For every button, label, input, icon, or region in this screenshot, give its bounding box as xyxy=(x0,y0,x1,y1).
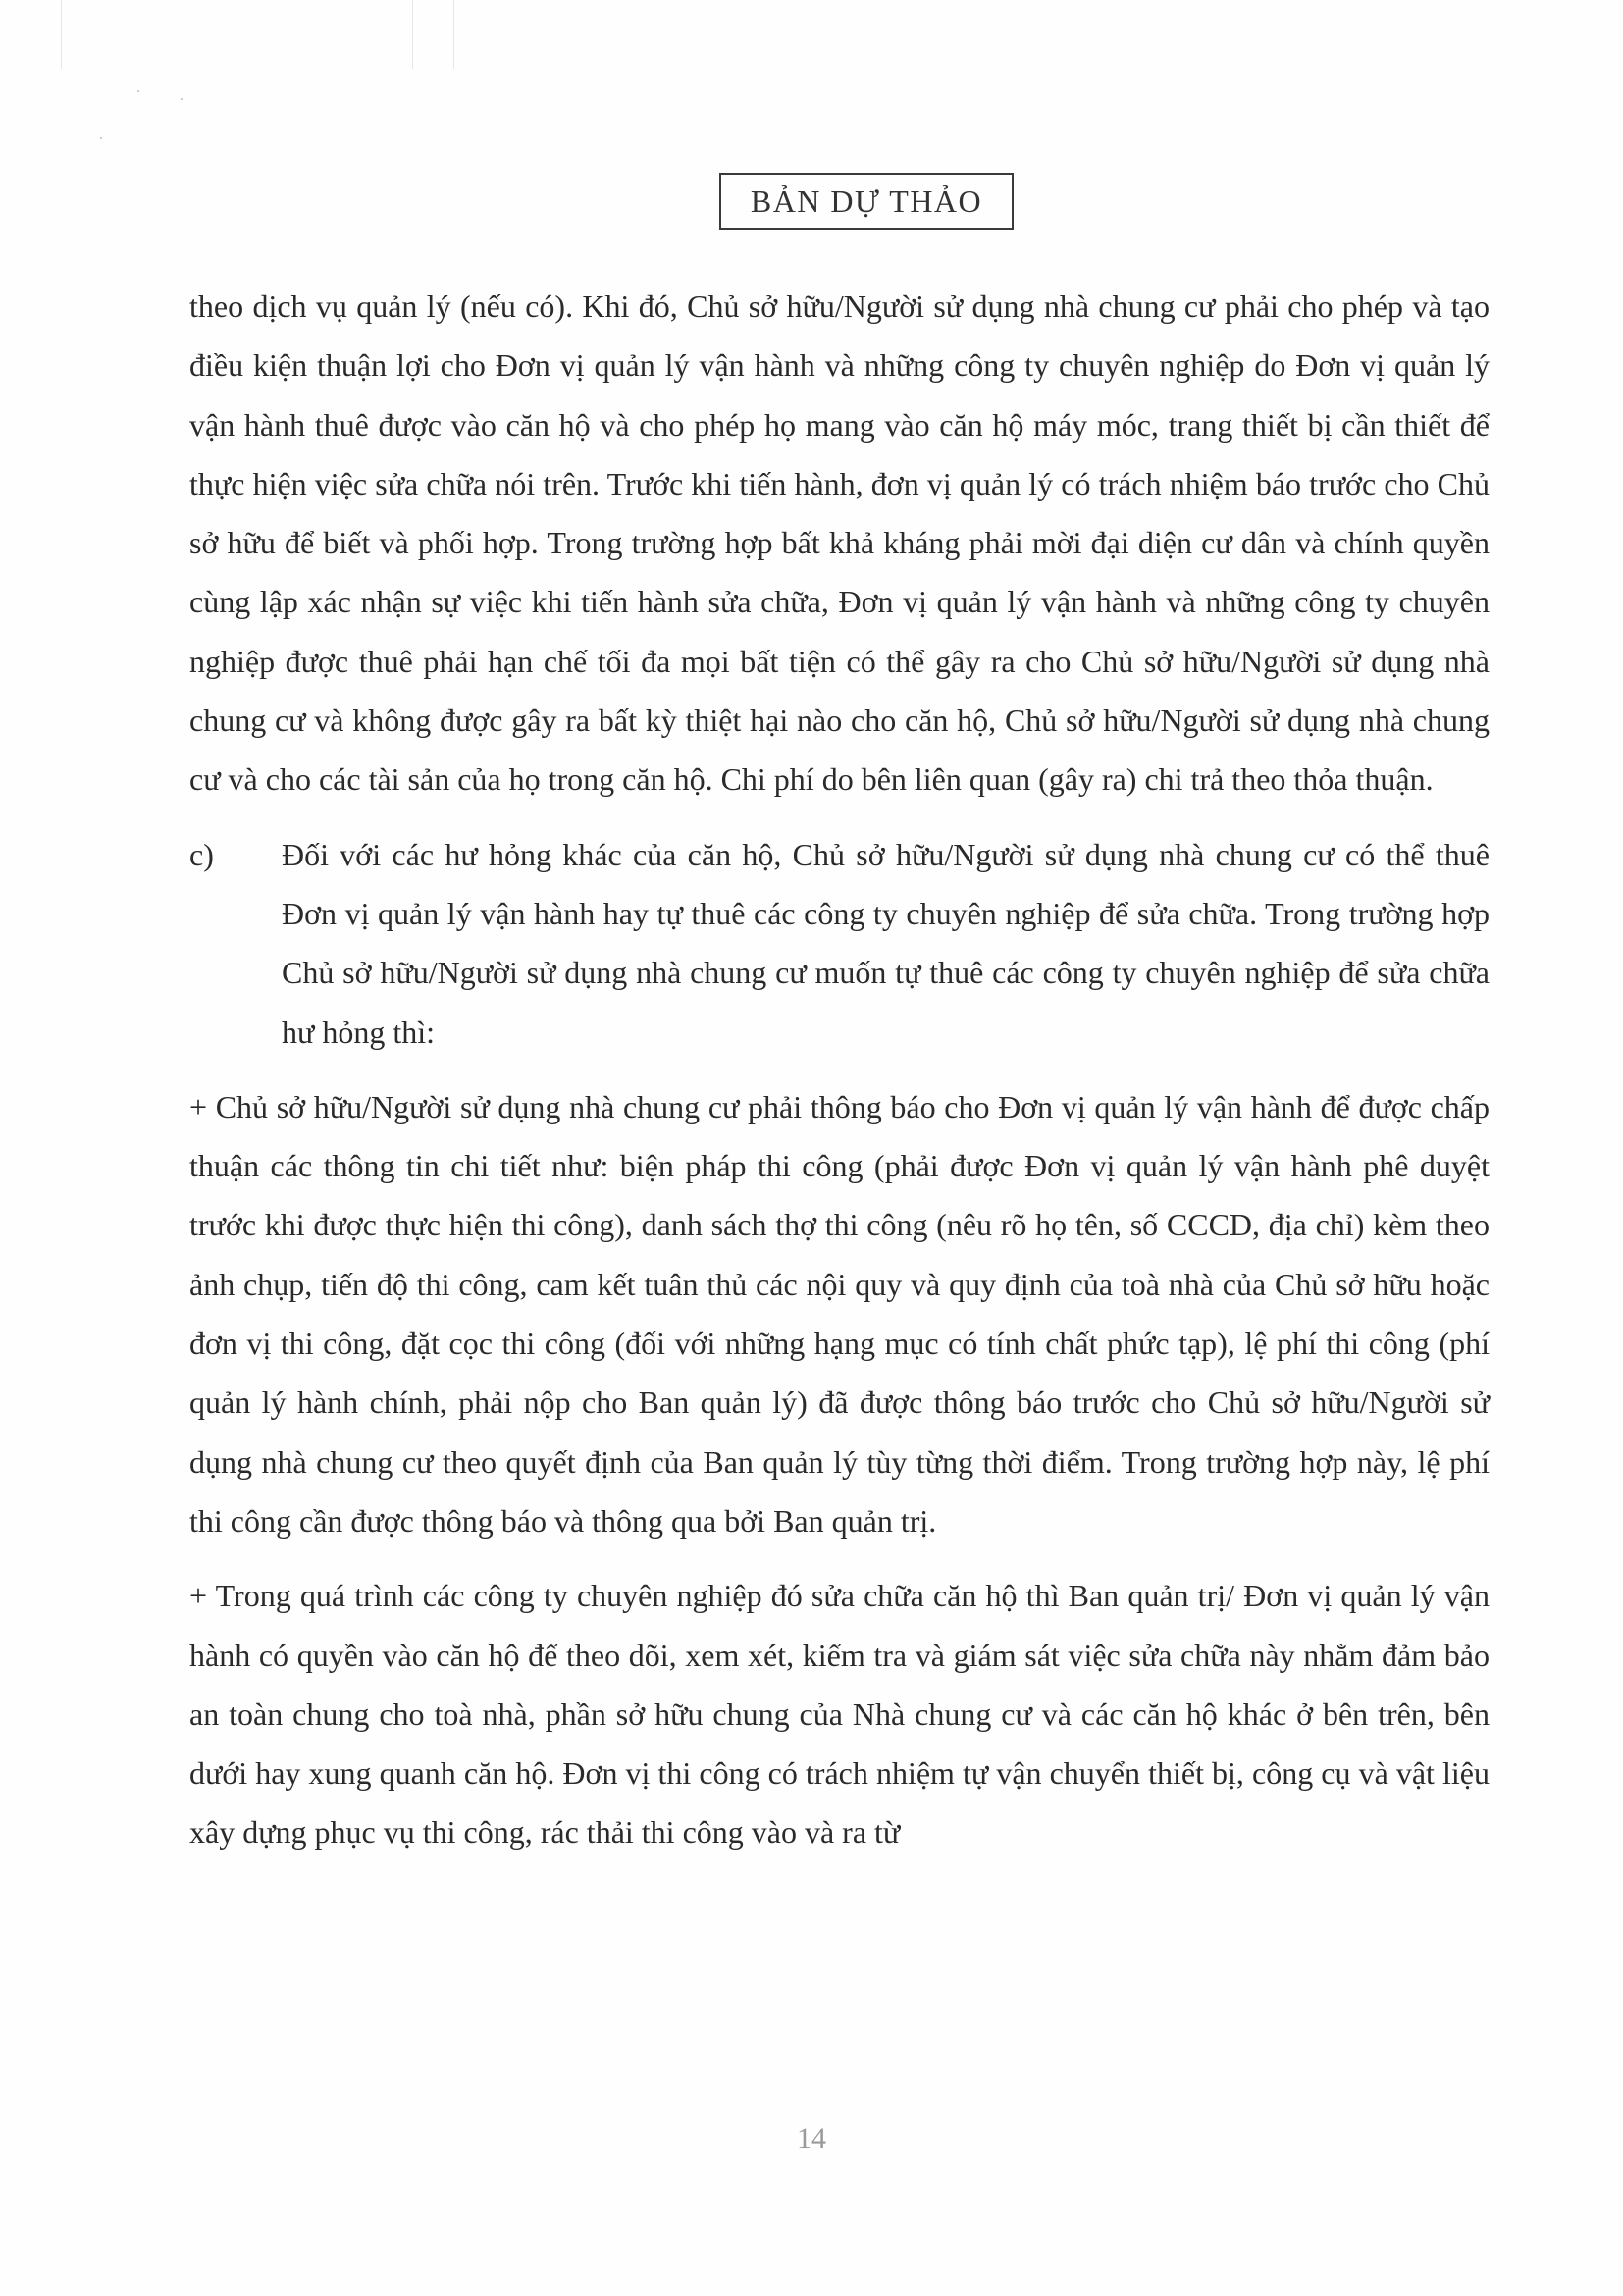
paragraph-item-c xyxy=(189,825,1490,1062)
paragraph-text: + Chủ sở hữu/Người sử dụng nhà chung cư phải thông báo cho Đơn vị quản lý vận hành để được chấp thuận các thông tin chi tiết như: biện pháp thi công (phải được Đơn vị quản lý vận hành phê duyệt trước khi được thực hiện thi công), danh sách thợ thi công (nêu rõ họ tên, số CCCD, địa chỉ) kèm theo ảnh chụp, tiến độ thi công, cam kết tuân thủ các nội quy và quy định của toà nhà của Chủ sở hữu hoặc đơn vị thi công, đặt cọc thi công (đối với những hạng mục có tính chất phức tạp), lệ phí thi công (phí quản lý hành chính, phải nộp cho Ban quản lý) đã được thông báo trước cho Chủ sở hữu/Người sử dụng nhà chung cư theo quyết định của Ban quản lý tùy từng thời điểm. Trong trường hợp này, lệ phí thi công cần được thông báo và thông qua bởi Ban quản trị. xyxy=(189,1088,1490,1539)
scan-border-line xyxy=(412,0,413,69)
draft-label: BẢN DỰ THẢO xyxy=(750,183,983,219)
scan-border-line xyxy=(453,0,454,69)
scan-speck xyxy=(137,90,139,92)
draft-stamp-box xyxy=(719,173,1014,230)
page-number: 14 xyxy=(797,2122,826,2155)
scan-speck xyxy=(181,98,183,100)
scan-speck xyxy=(100,137,102,139)
paragraph-intro xyxy=(189,277,1490,809)
paragraph-supervision xyxy=(189,1566,1490,1861)
paragraph-notify xyxy=(189,1077,1490,1550)
paragraph-text: + Trong quá trình các công ty chuyên nghiệp đó sửa chữa căn hộ thì Ban quản trị/ Đơn vị quản lý vận hành có quyền vào căn hộ để theo dõi, xem xét, kiểm tra và giám sát việc sửa chữa này nhằm đảm bảo an toàn chung cho toà nhà, phần sở hữu chung của Nhà chung cư và các căn hộ khác ở bên trên, bên dưới hay xung quanh căn hộ. Đơn vị thi công có trách nhiệm tự vận chuyển thiết bị, công cụ và vật liệu xây dựng phục vụ thi công, rác thải thi công vào và ra từ xyxy=(189,1578,1490,1851)
scan-border-line xyxy=(61,0,62,69)
paragraph-text: theo dịch vụ quản lý (nếu có). Khi đó, Chủ sở hữu/Người sử dụng nhà chung cư phải cho phép và tạo điều kiện thuận lợi cho Đơn vị quản lý vận hành và những công ty chuyên nghiệp do Đơn vị quản lý vận hành thuê được vào căn hộ và cho phép họ mang vào căn hộ máy móc, trang thiết bị cần thiết để thực hiện việc sửa chữa nói trên. Trước khi tiến hành, đơn vị quản lý có trách nhiệm báo trước cho Chủ sở hữu để biết và phối hợp. Trong trường hợp bất khả kháng phải mời đại diện cư dân và chính quyền cùng lập xác nhận sự việc khi tiến hành sửa chữa, Đơn vị quản lý vận hành và những công ty chuyên nghiệp được thuê phải hạn chế tối đa mọi bất tiện có thể gây ra cho Chủ sở hữu/Người sử dụng nhà chung cư và không được gây ra bất kỳ thiệt hại nào cho căn hộ, Chủ sở hữu/Người sử dụng nhà chung cư và cho các tài sản của họ trong căn hộ. Chi phí do bên liên quan (gây ra) chi trả theo thỏa thuận. xyxy=(189,288,1490,798)
document-body xyxy=(189,277,1490,1878)
paragraph-text: Đối với các hư hỏng khác của căn hộ, Chủ sở hữu/Người sử dụng nhà chung cư có thể thuê Đơn vị quản lý vận hành hay tự thuê các công ty chuyên nghiệp để sửa chữa. Trong trường hợp Chủ sở hữu/Người sử dụng nhà chung cư muốn tự thuê các công ty chuyên nghiệp để sửa chữa hư hỏng thì: xyxy=(282,836,1490,1050)
item-label: c) xyxy=(189,836,214,872)
